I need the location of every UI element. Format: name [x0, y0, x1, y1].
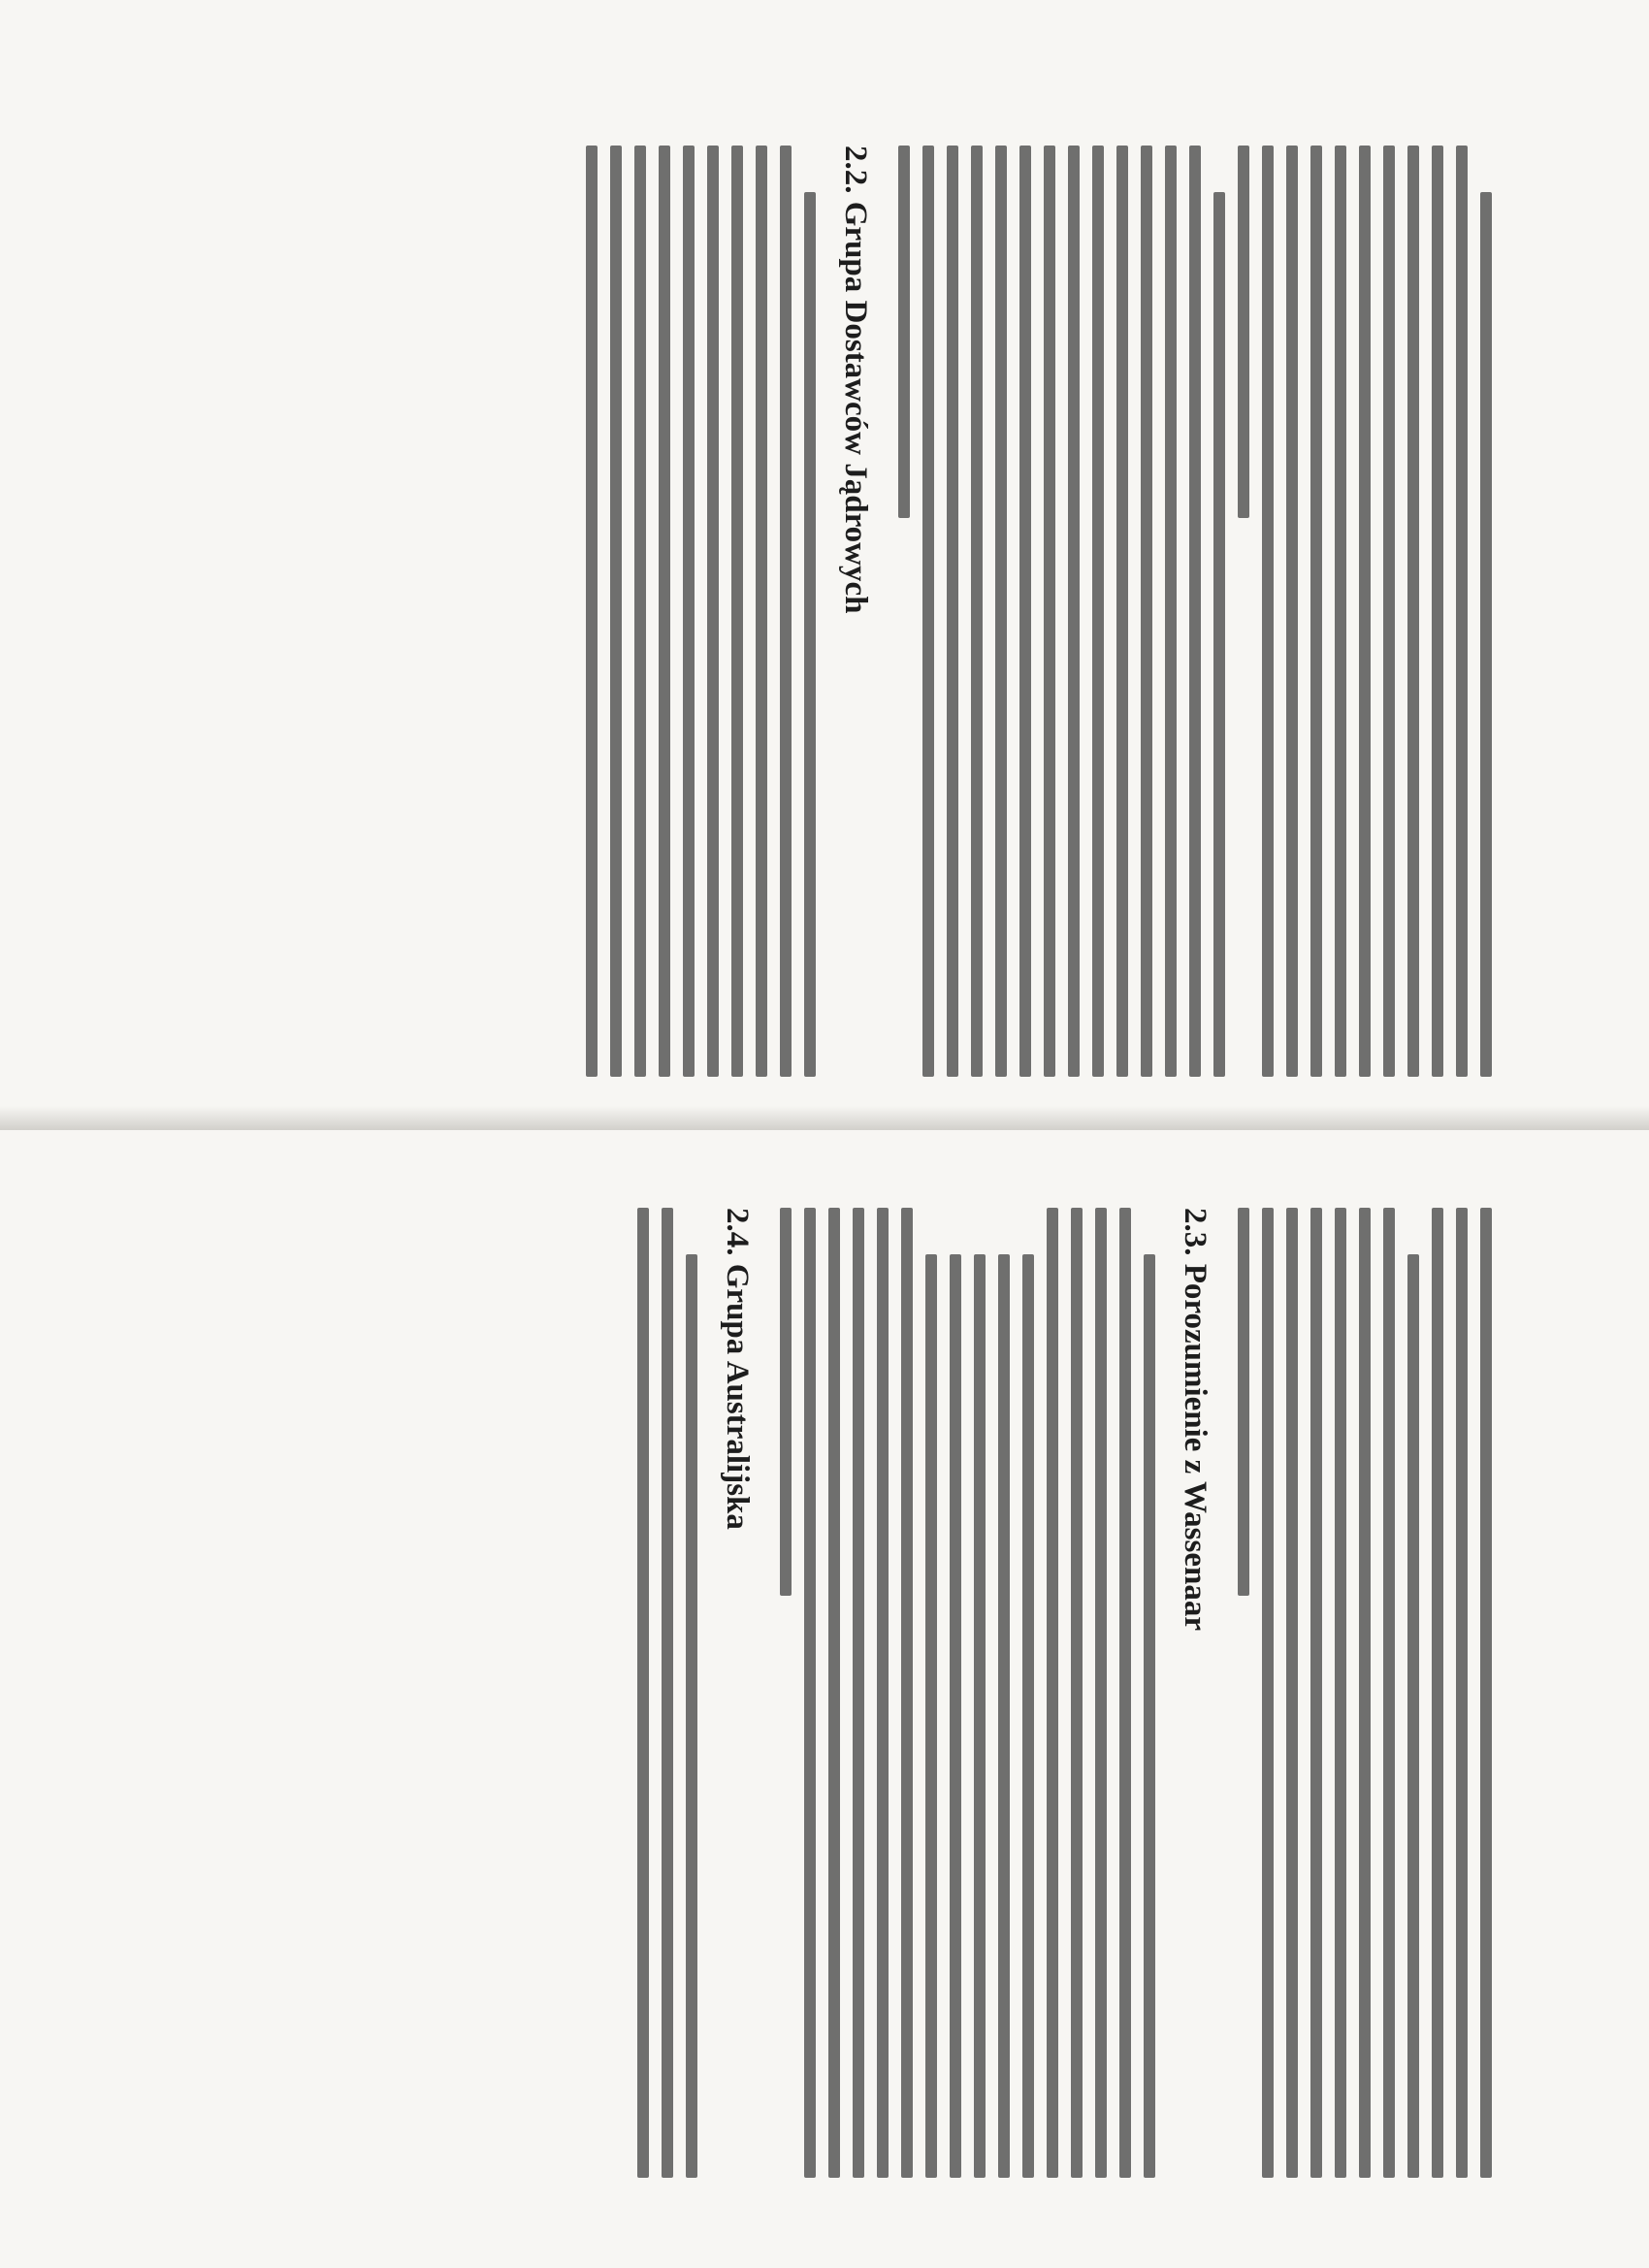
left-page [0, 0, 1649, 1130]
section-heading-2-4: 2.4. Grupa Australijska [720, 1208, 755, 1530]
section-heading-2-3: 2.3. Porozumienie z Wassenaar [1178, 1208, 1212, 1631]
right-page-text [625, 1208, 1504, 2178]
section-heading-2-2: 2.2. Grupa Dostawców Jądrowych [838, 146, 873, 614]
left-page-text [573, 146, 1504, 1077]
right-page [0, 1130, 1649, 2268]
